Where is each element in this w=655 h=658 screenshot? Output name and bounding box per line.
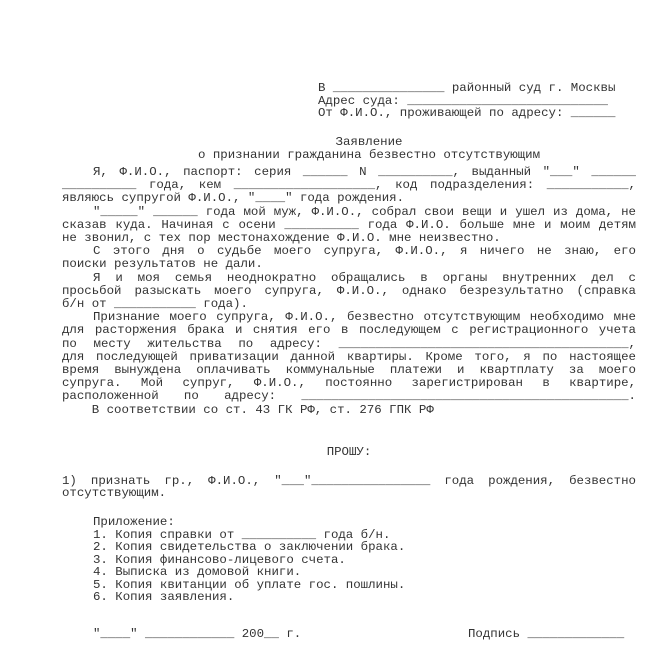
attachments [93,516,493,604]
body-line: расположенной по адресу: ____________________________________________. [62,389,636,404]
body-line: Я и моя семья неоднократно обращались в органы внутренних дел с [93,270,636,285]
body-line: поиски результатов не дали. [62,257,263,272]
body-line: б/н от ___________ года). [62,297,248,312]
body-line: Я, Ф.И.О., паспорт: серия ______ N __________, выданный "___" ______ [93,165,636,179]
attachments-heading: Приложение: [93,515,175,529]
request-heading: ПРОШУ: [326,445,372,459]
body-line: для последующей приватизации данной квартиры. Кроме того, я по настоящее [62,349,636,364]
body-line: __________ года, кем ___________________, код подразделения: ___________, [62,178,636,193]
body-line: по месту жительства по адресу: _______________________________________, [62,336,636,351]
body-line: являюсь супругой Ф.И.О., "____" года рождения. [62,191,405,206]
body-line: "_____" ______ года мой муж, Ф.И.О., собрал свои вещи и ушел из дома, не [93,204,636,219]
body-line: сказав куда. Начиная с осени __________ года Ф.И.О. больше мне и моим детям [62,217,636,232]
document-title [62,136,636,161]
body-line: для расторжения брака и снятия его в последующем с регистрационного учета [62,323,636,338]
title-subtitle: о признании гражданина безвестно отсутствующим [197,147,541,162]
body-line: время вынуждена оплачивать коммунальные платежи и квартплату за моего [62,363,636,378]
body-line: супруга. Мой супруг, Ф.И.О., постоянно зарегистрирован в квартире, [62,376,636,391]
request-line: 1) признать гр., Ф.И.О., "___"________________ года рождения, безвестно [62,473,636,488]
body-line: не звонил, с тех пор местонахождение Ф.И.О. мне неизвестно. [62,231,501,246]
header-line: Адрес суда: ___________________________ [318,93,608,108]
body-line: Признание моего супруга, Ф.И.О., безвестно отсутствующим необходимо мне [93,310,636,325]
title-main: Заявление [335,135,403,149]
attachment-item: 3. Копия финансово-лицевого счета. [93,552,346,567]
attachment-item: 5. Копия квитанции об уплате гос. пошлины. [93,577,406,592]
attachment-item: 2. Копия свидетельства о заключении брака. [93,540,406,554]
attachment-item: 4. Выписка из домовой книги. [93,565,302,579]
court-header [318,82,638,120]
attachment-item: 1. Копия справки от __________ года б/н. [93,527,391,542]
body-line: В соответствии со ст. 43 ГК РФ, ст. 276 ГПК РФ [62,402,434,417]
signature-line: Подпись _____________ [468,627,625,641]
request-section [62,446,636,500]
attachment-item: 6. Копия заявления. [93,590,235,604]
document-body [62,166,636,417]
body-line: просьбой разыскать моего супруга, Ф.И.О., однако безрезультатно (справка [62,283,636,298]
date-line: "____" ____________ 200__ г. [93,627,302,641]
body-line: С этого дня о судьбе моего супруга, Ф.И.О., я ничего не знаю, его [93,244,636,259]
header-line: От Ф.И.О., проживающей по адресу: ______ [318,106,616,120]
request-line: отсутствующим. [62,486,167,500]
header-line: В _______________ районный суд г. Москвы [318,81,616,95]
